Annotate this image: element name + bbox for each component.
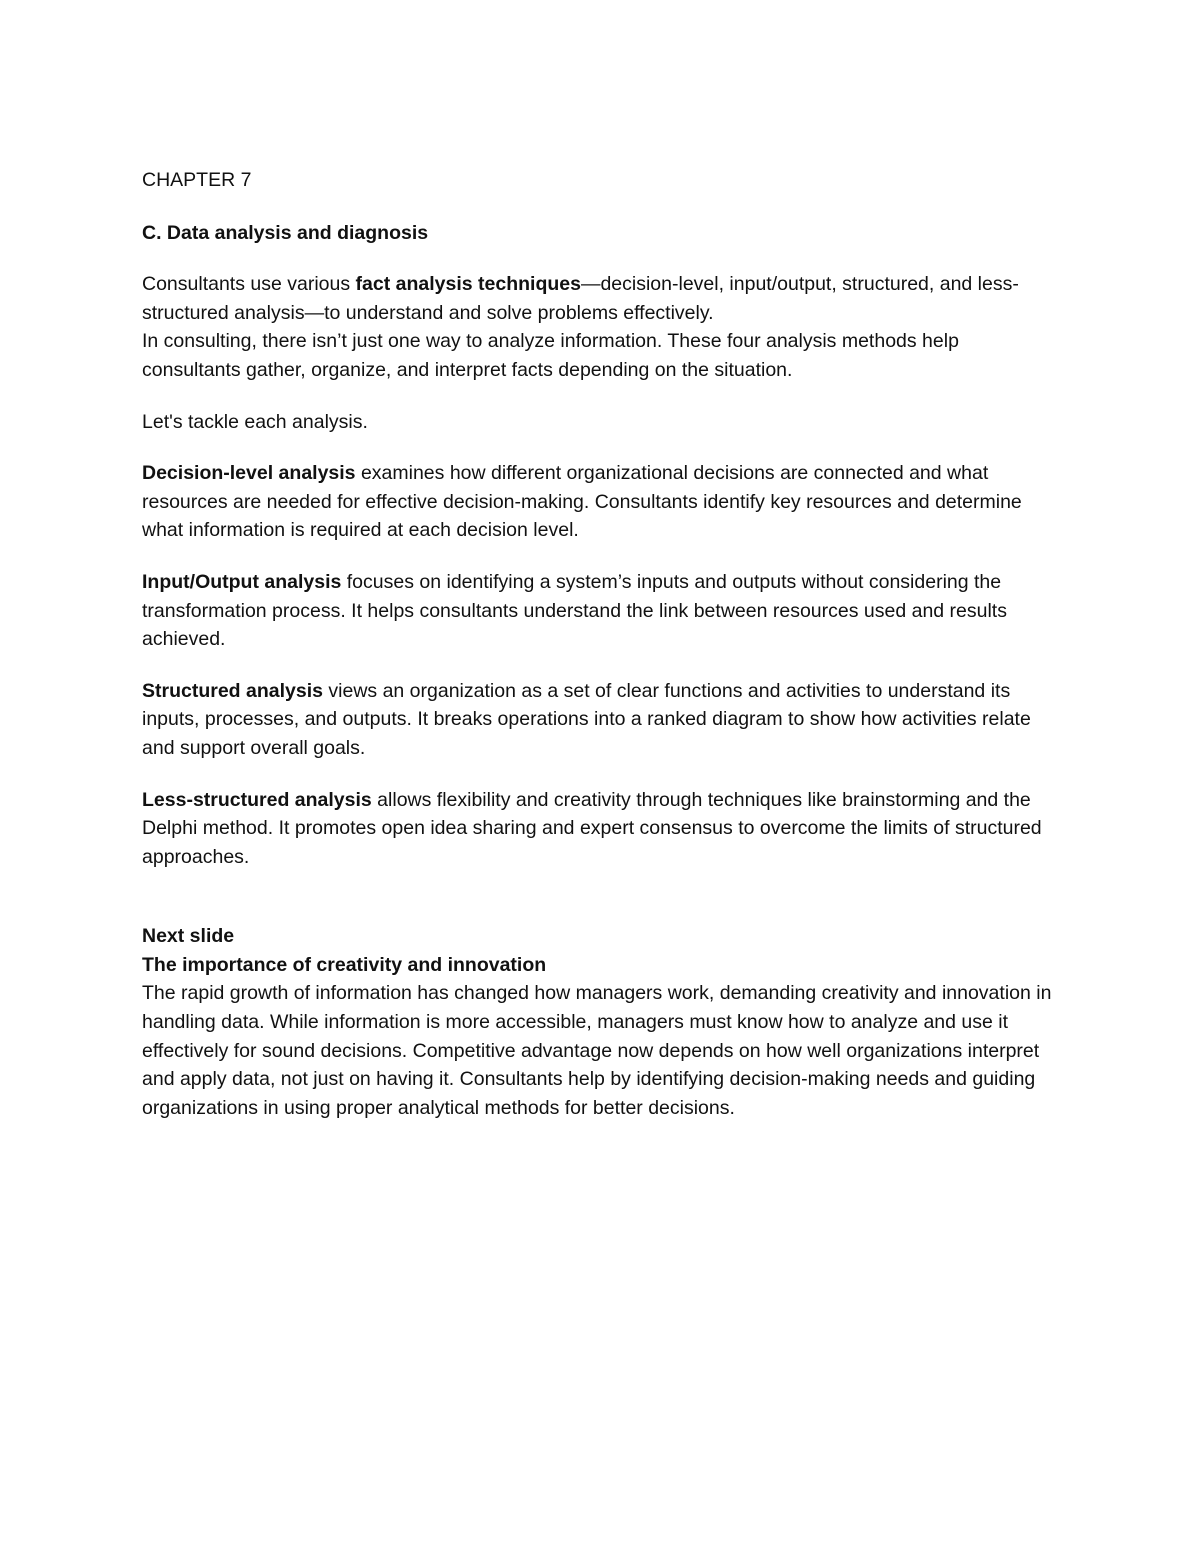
less-structured-paragraph: [142, 786, 1062, 872]
document-page: [142, 166, 1062, 1122]
analysis-term: Input/Output analysis: [142, 570, 342, 593]
intro-text-start: Consultants use various: [142, 273, 356, 296]
analysis-term: Structured analysis: [142, 679, 323, 702]
analysis-description: examines how different organizational decisions are connected and what resources are needed for effective decision-making. Consultants identify key resources and determine what information is required at each decision level.: [142, 462, 1022, 542]
next-slide-body: The rapid growth of information has changed how managers work, demanding creativity and innovation in handling data. While information is more accessible, managers must know how to analyze and use it effectively for sound decisions. Competitive advantage now depends on how well organizations interpret and apply data, not just on having it. Consultants help by identifying decision-making needs and guiding organizations in using proper analytical methods for better decisions.: [142, 982, 1052, 1119]
intro-bold-term: fact analysis techniques: [355, 273, 581, 296]
structured-paragraph: [142, 677, 1062, 763]
analysis-description: allows flexibility and creativity through techniques like brainstorming and the Delphi method. It promotes open idea sharing and expert consensus to overcome the limits of structured approaches.: [142, 788, 1042, 868]
decision-level-paragraph: [142, 459, 1062, 545]
input-output-paragraph: [142, 568, 1062, 654]
intro-paragraph: [142, 270, 1062, 327]
section-title: C. Data analysis and diagnosis: [142, 221, 429, 244]
analysis-description: views an organization as a set of clear functions and activities to understand its inputs, processes, and outputs. It breaks operations into a ranked diagram to show how activities relate and support overall goals.: [142, 679, 1031, 759]
analysis-term: Decision-level analysis: [142, 462, 356, 485]
analysis-term: Less-structured analysis: [142, 788, 372, 811]
tackle-paragraph: Let's tackle each analysis.: [142, 410, 368, 433]
next-slide-title-text: The importance of creativity and innovation: [142, 953, 547, 976]
intro-text-end: —decision-level, input/output, structured, and less-structured analysis—to understand and solve problems effectively.: [142, 273, 1019, 324]
next-slide-label-text: Next slide: [142, 925, 235, 948]
next-slide-label: [142, 922, 1062, 951]
intro-paragraph-2: In consulting, there isn’t just one way to analyze information. These four analysis methods help consultants gather, organize, and interpret facts depending on the situation.: [142, 330, 959, 381]
next-slide-title: [142, 951, 1062, 980]
chapter-heading: CHAPTER 7: [142, 169, 252, 191]
analysis-description: focuses on identifying a system’s inputs and outputs without considering the transformation process. It helps consultants understand the link between resources used and results achieved.: [142, 570, 1007, 651]
